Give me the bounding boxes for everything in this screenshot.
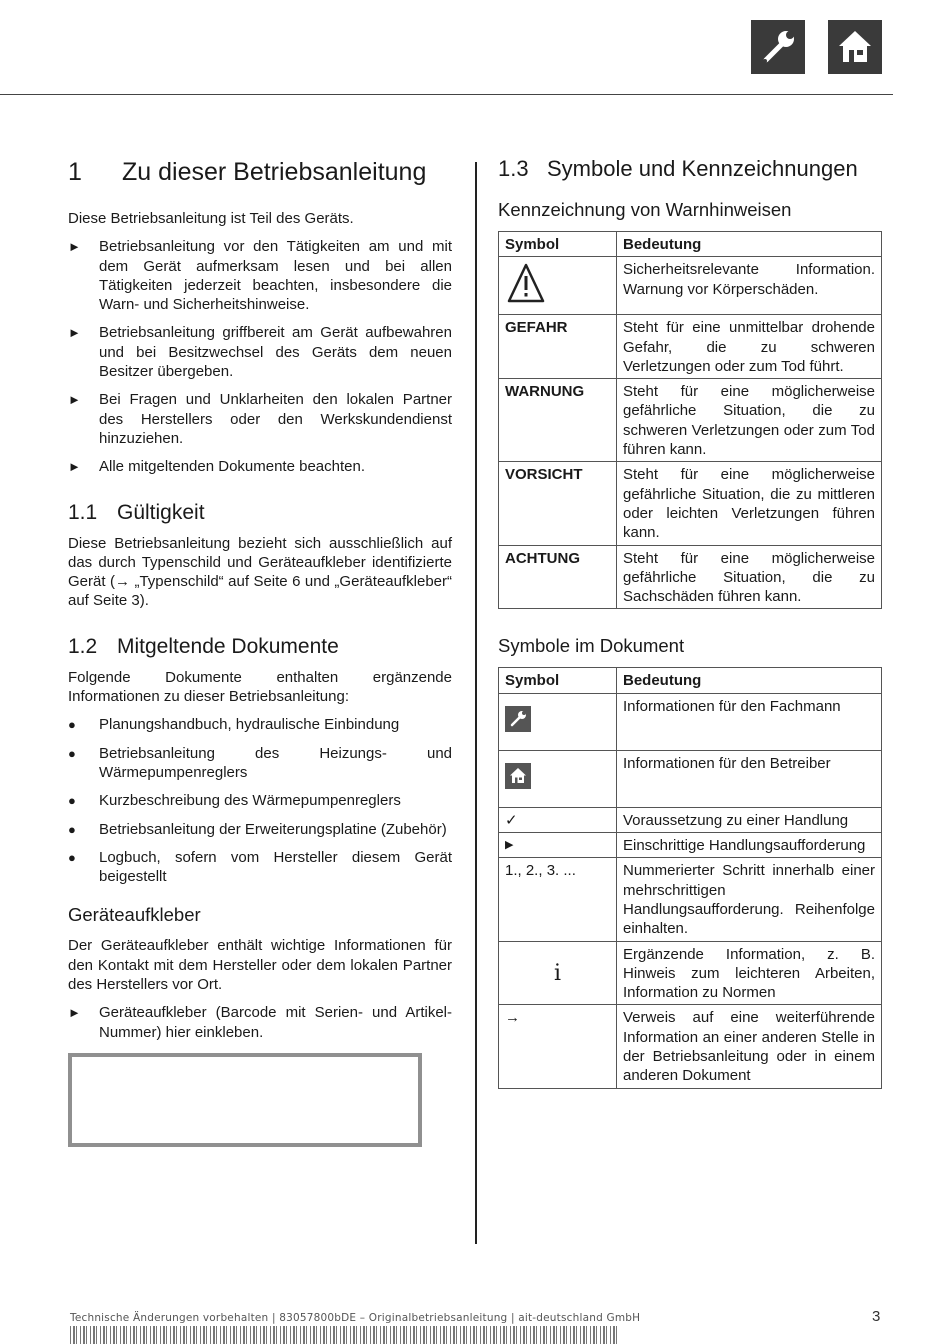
arrow-right-icon: →	[499, 1005, 617, 1088]
column-header-meaning: Bedeutung	[617, 232, 882, 257]
column-header-meaning: Bedeutung	[617, 668, 882, 693]
intro-text: Diese Betriebsanleitung ist Teil des Geräts.	[68, 210, 354, 227]
sticker-heading: Geräteaufkleber	[68, 904, 201, 926]
table-row: ▶ Einschrittige Handlungsaufforderung	[499, 833, 882, 858]
info-icon: i	[499, 941, 617, 1005]
section-1-1-heading: 1.1 Gültigkeit	[68, 500, 205, 524]
wrench-icon	[505, 706, 531, 732]
document-symbols-heading: Symbole im Dokument	[498, 635, 685, 657]
list-item: ● Kurzbeschreibung des Wärmepumpenreglers	[68, 792, 401, 810]
list-item: ● Planungshandbuch, hydraulische Einbindung	[68, 716, 400, 734]
table-row: Informationen für den Betreiber	[499, 750, 882, 807]
column-header-symbol: Symbol	[499, 668, 617, 693]
table-row: ACHTUNG Steht für eine möglicherweise gefährliche Situation, die zu Sachschäden führen kann.	[499, 545, 882, 609]
list-item: ► Geräteaufkleber (Barcode mit Serien- und Artikel-Nummer) hier einkleben.	[68, 1004, 452, 1041]
table-row: WARNUNG Steht für eine möglicherweise gefährliche Situation, die zu schweren Verletzungen oder zum Tod führen kann.	[499, 379, 882, 462]
play-arrow-icon: ▶	[499, 833, 617, 858]
validity-text: Diese Betriebsanleitung bezieht sich ausschließlich auf das durch Typenschild und Geräteaufkleber identifizierte Gerät (→ „Typenschild“ auf Seite 6 und „Geräteaufkleber“ auf Seite 3).	[68, 534, 452, 610]
table-row: Sicherheitsrelevante Information. Warnung vor Körperschäden.	[499, 257, 882, 315]
table-header-row	[499, 668, 882, 693]
section-1-3-heading: 1.3 Symbole und Kennzeichnungen	[498, 156, 858, 181]
list-item: ● Betriebsanleitung der Erweiterungsplatine (Zubehör)	[68, 820, 447, 838]
table-row: i Ergänzende Information, z. B. Hinweis zum leichteren Arbeiten, Information zu Normen	[499, 941, 882, 1005]
table-row: VORSICHT Steht für eine möglicherweise gefährliche Situation, die zu mittleren oder leichten Verletzungen führen kann.	[499, 462, 882, 545]
table-row: GEFAHR Steht für eine unmittelbar drohende Gefahr, die zu schweren Verletzungen oder zum Tod führt.	[499, 315, 882, 379]
list-item: ● Betriebsanleitung des Heizungs- und Wärmepumpenreglers	[68, 744, 452, 781]
list-item: ► Bei Fragen und Unklarheiten den lokalen Partner des Herstellers oder den Werkskundendienst hinzuziehen.	[68, 391, 452, 447]
table-row: ✓ Voraussetzung zu einer Handlung	[499, 807, 882, 832]
footer-text: Technische Änderungen vorbehalten | 83057800bDE – Originalbetriebsanleitung | ait-deutschland GmbH	[70, 1312, 641, 1324]
right-column	[498, 155, 882, 1089]
sticker-placeholder-box	[68, 1053, 422, 1147]
table-row: Informationen für den Fachmann	[499, 693, 882, 750]
section-1-2-heading: 1.2 Mitgeltende Dokumente	[68, 634, 339, 658]
document-symbols-table	[498, 667, 882, 1088]
list-item: ► Alle mitgeltenden Dokumente beachten.	[68, 458, 366, 476]
list-item: ► Betriebsanleitung griffbereit am Gerät aufbewahren und bei Besitzwechsel des Geräts dem neuen Besitzer übergeben.	[68, 324, 452, 381]
page-number: 3	[872, 1308, 881, 1325]
table-row: → Verweis auf eine weiterführende Information an einer anderen Stelle in der Betriebsanleitung oder in einem anderen Dokument	[499, 1005, 882, 1088]
left-column	[68, 155, 452, 1147]
house-icon	[828, 20, 882, 74]
list-item: ► Betriebsanleitung vor den Tätigkeiten am und mit dem Gerät aufmerksam lesen und bei allen Tätigkeiten jederzeit beachten, insbesondere die Warn- und Sicherheitshinweise.	[68, 238, 452, 314]
column-header-symbol: Symbol	[499, 232, 617, 257]
list-item: ● Logbuch, sofern vom Hersteller diesem Gerät beigestellt	[68, 848, 452, 886]
documents-list	[68, 715, 452, 886]
checkmark-icon: ✓	[499, 807, 617, 832]
house-icon	[505, 763, 531, 789]
section-1-heading: 1 Zu dieser Betriebsanleitung	[68, 158, 427, 186]
column-divider	[475, 162, 477, 1244]
docs-intro: Folgende Dokumente enthalten ergänzende Informationen zu dieser Betriebsanleitung:	[68, 668, 452, 706]
warnings-table	[498, 231, 882, 609]
header-rule	[0, 94, 893, 95]
sticker-text: Der Geräteaufkleber enthält wichtige Informationen für den Kontakt mit dem Hersteller oder dem lokalen Partner des Herstellers vor Ort.	[68, 937, 452, 994]
table-header-row	[499, 232, 882, 257]
warnings-heading: Kennzeichnung von Warnhinweisen	[498, 199, 792, 220]
wrench-icon	[751, 20, 805, 74]
instruction-list	[68, 237, 452, 476]
warning-triangle-icon	[505, 293, 547, 310]
table-row: 1., 2., 3. ... Nummerierter Schritt innerhalb einer mehrschrittigen Handlungsaufforderung. Reihenfolge einhalten.	[499, 858, 882, 941]
barcode	[70, 1326, 620, 1344]
